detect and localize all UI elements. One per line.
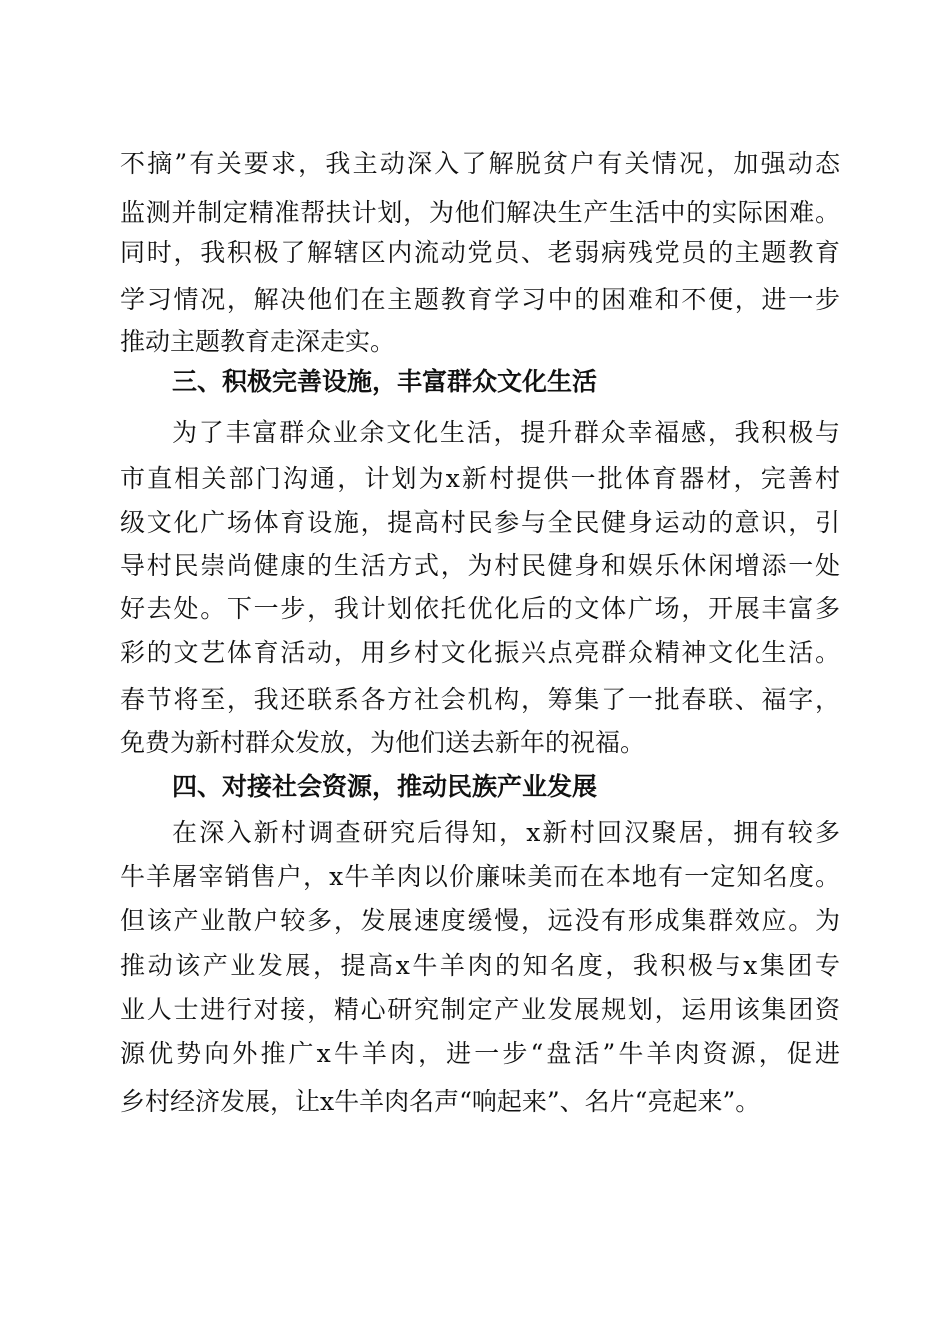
paragraph-line: 为了丰富群众业余文化生活，提升群众幸福感，我积极与: [172, 418, 840, 447]
paragraph-line: 级文化广场体育设施，提高村民参与全民健身运动的意识，引: [120, 508, 840, 537]
paragraph-line: 乡村经济发展，让x牛羊肉名声“响起来”、名片“亮起来”。: [120, 1087, 761, 1116]
paragraph-line: 免费为新村群众发放，为他们送去新年的祝福。: [120, 728, 646, 757]
paragraph-line: 推动主题教育走深走实。: [120, 327, 396, 356]
paragraph-line: 推动该产业发展，提高x牛羊肉的知名度，我积极与x集团专: [120, 951, 840, 980]
paragraph-line: 同时，我积极了解辖区内流动党员、老弱病残党员的主题教育: [120, 238, 840, 267]
section-three-heading: 三、积极完善设施，丰富群众文化生活: [172, 367, 598, 396]
paragraph-line: 不摘”有关要求，我主动深入了解脱贫户有关情况，加强动态: [120, 149, 840, 178]
paragraph-line: 在深入新村调查研究后得知，x新村回汉聚居，拥有较多: [172, 818, 840, 847]
paragraph-line: 好去处。下一步，我计划依托优化后的文体广场，开展丰富多: [120, 594, 840, 623]
paragraph-line: 学习情况，解决他们在主题教育学习中的困难和不便，进一步: [120, 285, 840, 314]
paragraph-line: 彩的文艺体育活动，用乡村文化振兴点亮群众精神文化生活。: [120, 638, 840, 667]
paragraph-line: 春节将至，我还联系各方社会机构，筹集了一批春联、福字，: [120, 685, 840, 714]
paragraph-line: 源优势向外推广x牛羊肉，进一步“盘活”牛羊肉资源，促进: [120, 1039, 840, 1068]
section-four-heading: 四、对接社会资源，推动民族产业发展: [172, 772, 598, 801]
paragraph-line: 但该产业散户较多，发展速度缓慢，远没有形成集群效应。为: [120, 906, 840, 935]
paragraph-line: 导村民崇尚健康的生活方式，为村民健身和娱乐休闲增添一处: [120, 551, 840, 580]
paragraph-line: 监测并制定精准帮扶计划，为他们解决生产生活中的实际困难。: [120, 198, 840, 227]
paragraph-line: 牛羊屠宰销售户，x牛羊肉以价廉味美而在本地有一定知名度。: [120, 862, 840, 891]
paragraph-line: 业人士进行对接，精心研究制定产业发展规划，运用该集团资: [120, 995, 840, 1024]
paragraph-line: 市直相关部门沟通，计划为x新村提供一批体育器材，完善村: [120, 464, 840, 493]
